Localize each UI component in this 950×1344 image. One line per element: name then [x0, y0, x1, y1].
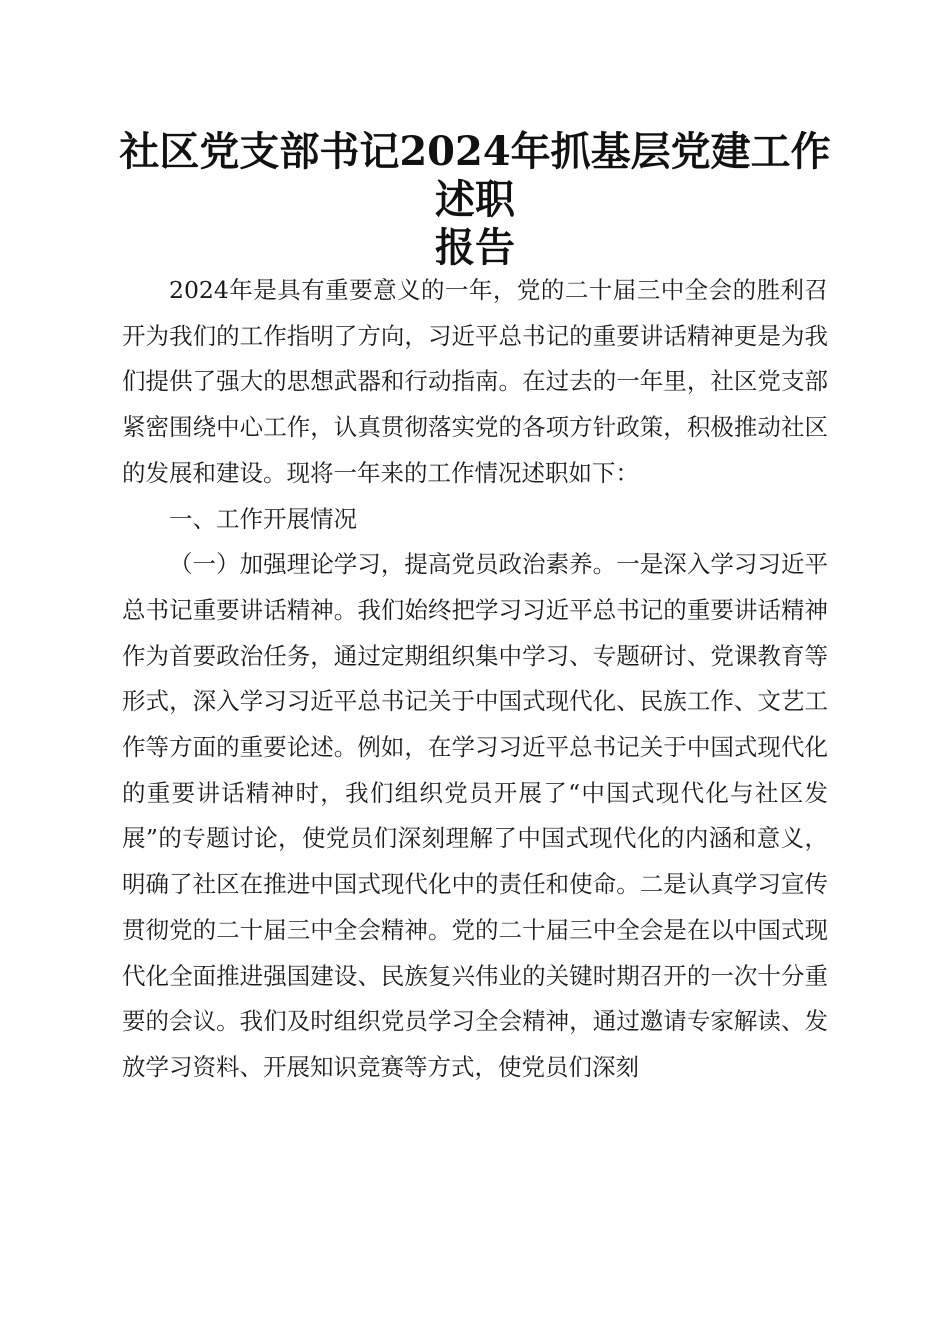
subsection-heading: （一）加强理论学习，提高党员政治素养。 — [169, 550, 617, 579]
title-line-1: 社区党支部书记2024年抓基层党建工作述职 — [119, 128, 831, 223]
intro-paragraph: 2024年是具有重要意义的一年，党的二十届三中全会的胜利召开为我们的工作指明了方向，习近平总书记的重要讲话精神更是为我们提供了强大的思想武器和行动指南。在过去的一年里，社区党支部紧密围绕中心工作，认真贯彻落实党的各项方针政策，积极推动社区的发展和建设。现将一年来的工作情况述职如下： — [122, 276, 828, 487]
subsection-body: 一是深入学习习近平总书记重要讲话精神。我们始终把学习习近平总书记的重要讲话精神作为首要政治任务，通过定期组织集中学习、专题研讨、党课教育等形式，深入学习习近平总书记关于中国式现代化、民族工作、文艺工作等方面的重要论述。例如，在学习习近平总书记关于中国式现代化的重要讲话精神时，我们组织党员开展了“中国式现代化与社区发展”的专题讨论，使党员们深刻理解了中国式现代化的内涵和意义，明确了社区在推进中国式现代化中的责任和使命。二是认真学习宣传贯彻党的二十届三中全会精神。党的二十届三中全会是在以中国式现代化全面推进强国建设、民族复兴伟业的关键时期召开的一次十分重要的会议。我们及时组织党员学习全会精神，通过邀请专家解读、发放学习资料、开展知识竞赛等方式，使党员们深刻 — [122, 550, 828, 1081]
section-heading: 一、工作开展情况 — [169, 504, 357, 533]
title-line-2: 报告 — [435, 224, 515, 271]
document-body — [122, 268, 828, 1091]
document-title — [110, 128, 840, 272]
subsection-paragraph — [122, 542, 828, 1090]
